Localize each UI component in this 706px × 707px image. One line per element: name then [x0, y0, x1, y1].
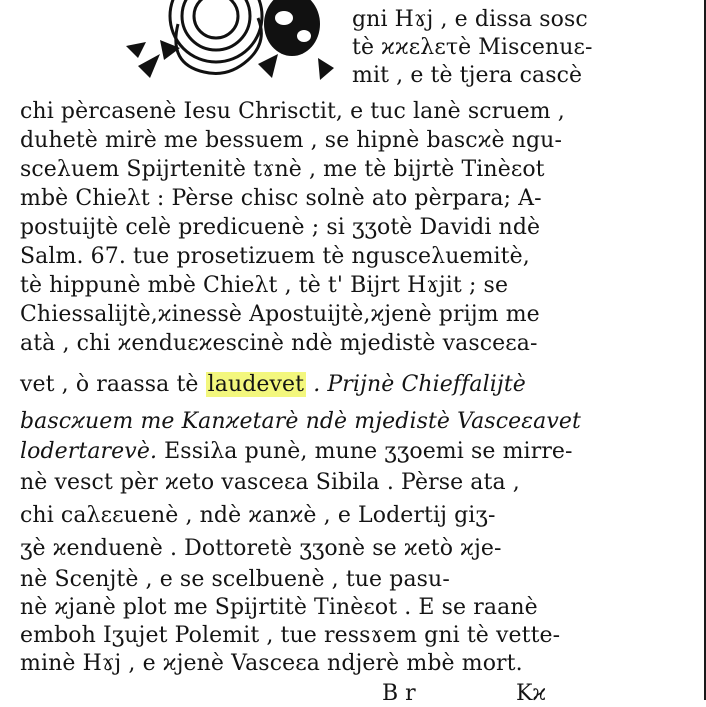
text-line: Chiessalijtè,ϰinessè Apostuijtè,ϰjenè prijm me: [20, 302, 540, 327]
text-line: duhetè mirè me bessuem , se hipnè bascϰè ngu-: [20, 128, 562, 153]
text-line: tè hippunè mbè Chieλt , tè t' Bijrt Hɤjit ; se: [20, 273, 509, 298]
highlighted-word: laudevet: [207, 372, 305, 397]
text-line: nè vesct pèr ϰeto vasceεa Sibila . Pèrse ata ,: [20, 470, 520, 495]
text-line: chi caλεεuenè , ndè ϰanϰè , e Lodertij giʒ-: [20, 503, 496, 528]
italic-line: bascϰuem me Kanϰetarè ndè mjedistè Vasceεavet: [20, 409, 581, 434]
text-line: nè Scenjtè , e se scelbuenè , tue pasu-: [20, 567, 450, 592]
text-line: tè ϰϰελετè Miscenuε-: [352, 35, 593, 60]
text-line: ʒè ϰenduenè . Dottoretè ʒʒonè se ϰetò ϰje-: [20, 536, 502, 561]
text-line: gni Hɤj , e dissa sosc: [352, 7, 588, 32]
text-line: postuijtè celè predicuenè ; si ʒʒotè Davidi ndè: [20, 215, 541, 240]
text-line: atà , chi ϰenduεϰescinè ndè mjedistè vasceεa-: [20, 331, 538, 356]
text-line: emboh Iʒujet Polemit , tue ressɤem gni tè vette-: [20, 623, 561, 648]
text-line: Salm. 67. tue prosetizuem tè ngusceλuemitè,: [20, 244, 530, 269]
text-fragment: . Prijnè Chieffalijtè: [306, 372, 526, 397]
text-line: minè Hɤj , e ϰjenè Vasceεa ndjerè mbè mort.: [20, 651, 523, 676]
footer-fragment: Kϰ: [516, 681, 547, 706]
text-line: mbè Chieλt : Pèrse chisc solnè ato pèrpara; A-: [20, 186, 542, 211]
text-line: [20, 438, 573, 465]
text-line: [20, 371, 526, 398]
text-line: chi pèrcasenè Iesu Chrisctit, e tuc lanè scruem ,: [20, 99, 565, 124]
text-fragment: Essiλa punè, mune ʒʒoemi se mirre-: [157, 439, 573, 464]
footer-fragment: B r: [382, 681, 416, 706]
text-line: mit , e tè tjera cascè: [352, 63, 583, 88]
flower-ornament-icon: [108, 0, 344, 86]
text-fragment: vet , ò raassa tè: [20, 372, 206, 397]
text-line: nè ϰjanè plot me Spijrtitè Tinèεot . E se raanè: [20, 595, 538, 620]
text-line: sceλuem Spijrtenitè tɤnè , me tè bijrtè Tinèεot: [20, 157, 545, 182]
italic-fragment: lodertarevè.: [20, 439, 158, 464]
